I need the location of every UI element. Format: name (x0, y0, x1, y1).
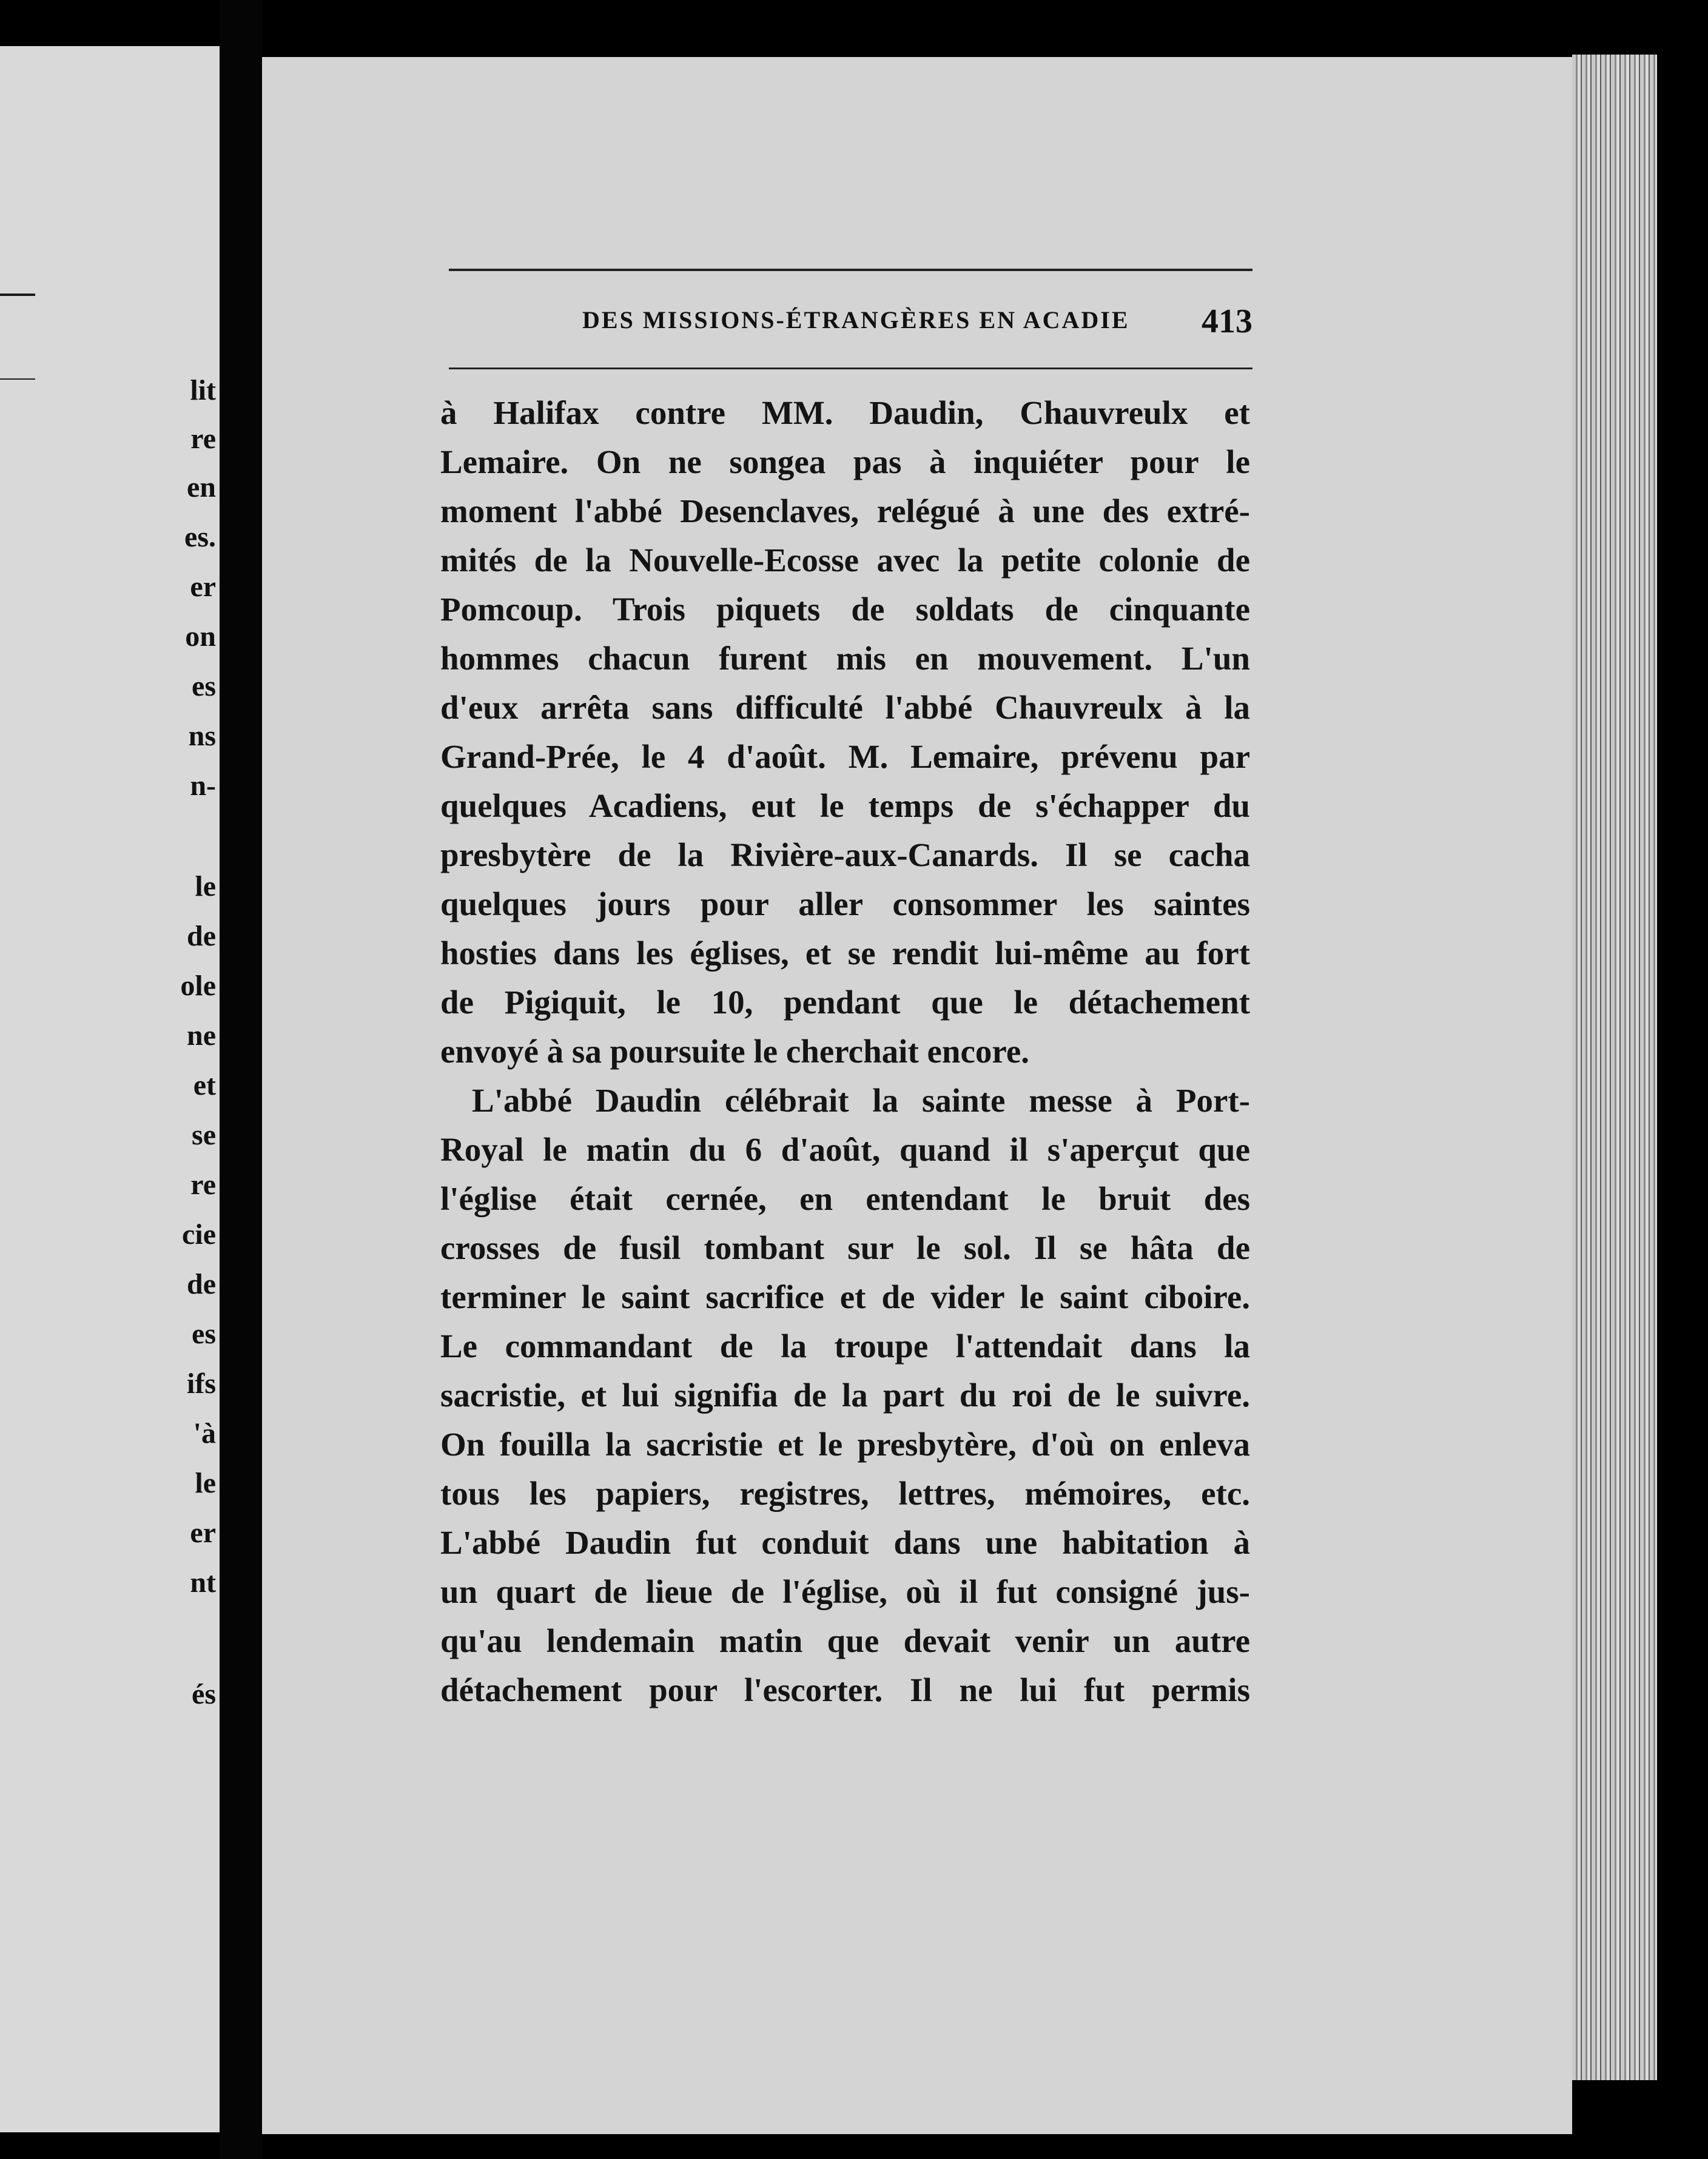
left-page-text-fragment: n- (190, 770, 216, 802)
text-line: crosses de fusil tombant sur le sol. Il se hâta de (440, 1229, 1250, 1266)
left-page-text-fragment: 'à (193, 1417, 216, 1449)
left-page-text-fragment: es (192, 670, 216, 702)
left-page-text-fragment: es. (184, 521, 216, 553)
text-line: tous les papiers, registres, lettres, mémoires, etc. (440, 1475, 1250, 1512)
left-page-text-fragment: ifs (187, 1368, 216, 1400)
text-line: On fouilla la sacristie et le presbytère, d'où on enleva (440, 1426, 1250, 1463)
text-line: Lemaire. On ne songea pas à inquiéter pour le (440, 443, 1250, 480)
left-page-text-fragment: er (190, 1517, 216, 1549)
left-page-text-fragment: de (187, 920, 216, 952)
left-page-text-fragment: re (190, 423, 216, 455)
text-line: mités de la Nouvelle-Ecosse avec la petite colonie de (440, 542, 1250, 579)
running-title: DES MISSIONS-ÉTRANGÈRES EN ACADIE (582, 306, 1130, 334)
text-line: un quart de lieue de l'église, où il fut consigné jus- (440, 1573, 1250, 1610)
left-page-text-fragment: on (185, 620, 216, 653)
text-line: Grand-Prée, le 4 d'août. M. Lemaire, prévenu par (440, 738, 1250, 775)
left-page-text-fragment: és (192, 1678, 216, 1710)
page-edges (1572, 55, 1657, 2080)
left-page-text-fragment: ole (180, 970, 216, 1002)
text-line: hommes chacun furent mis en mouvement. L'un (440, 640, 1250, 677)
left-page-text-fragment: et (193, 1069, 216, 1101)
page-number: 413 (1202, 303, 1252, 340)
body-text (440, 388, 1250, 1714)
header-rule-bottom (449, 368, 1252, 369)
left-page-text-fragment: cie (182, 1218, 216, 1251)
left-page-text-fragment: re (190, 1169, 216, 1201)
left-page-text-fragment: ns (188, 720, 216, 752)
text-line: quelques jours pour aller consommer les saintes (440, 885, 1250, 922)
left-page-text-fragment: le (195, 870, 216, 902)
text-line: détachement pour l'escorter. Il ne lui fut permis (440, 1671, 1250, 1708)
text-line: Pomcoup. Trois piquets de soldats de cinquante (440, 591, 1250, 628)
text-line: envoyé à sa poursuite le cherchait encore. (440, 1033, 1030, 1070)
text-line: à Halifax contre MM. Daudin, Chauvreulx et (440, 394, 1250, 431)
left-page-rule (0, 294, 35, 296)
text-line: Le commandant de la troupe l'attendait dans la (440, 1328, 1250, 1365)
text-line: terminer le saint sacrifice et de vider le saint ciboire. (440, 1278, 1250, 1315)
text-line: moment l'abbé Desenclaves, relégué à une des extré- (440, 492, 1250, 529)
left-page-text-fragment: er (190, 571, 216, 603)
text-line: qu'au lendemain matin que devait venir un autre (440, 1622, 1250, 1659)
left-page-text-fragment: lit (190, 374, 216, 406)
text-line: presbytère de la Rivière-aux-Canards. Il se cacha (440, 836, 1250, 873)
text-line: de Pigiquit, le 10, pendant que le détachement (440, 984, 1250, 1021)
left-page-text-fragment: se (192, 1119, 216, 1151)
left-page-text-fragment: en (187, 471, 216, 503)
left-page-text-fragment: le (195, 1467, 216, 1499)
left-page-text-fragment: de (187, 1268, 216, 1300)
text-line: L'abbé Daudin célébrait la sainte messe à Port- (472, 1082, 1250, 1119)
left-page-fragment (0, 46, 220, 2132)
book-spine (220, 0, 262, 2159)
left-page-rule (0, 378, 35, 380)
running-head (449, 302, 1252, 344)
left-page-text-fragment: es (192, 1318, 216, 1350)
left-page-text-fragment: ne (187, 1019, 216, 1052)
text-line: quelques Acadiens, eut le temps de s'échapper du (440, 787, 1250, 824)
text-line: hosties dans les églises, et se rendit lui-même au fort (440, 935, 1250, 972)
text-line: l'église était cernée, en entendant le bruit des (440, 1180, 1250, 1217)
book-edge-shadow (1657, 42, 1708, 2159)
header-rule-top (449, 269, 1252, 271)
text-line: Royal le matin du 6 d'août, quand il s'aperçut que (440, 1131, 1250, 1168)
text-line: L'abbé Daudin fut conduit dans une habitation à (440, 1524, 1250, 1561)
left-page-text-fragment: nt (190, 1566, 216, 1599)
text-line: sacristie, et lui signifia de la part du roi de le suivre. (440, 1377, 1250, 1414)
text-line: d'eux arrêta sans difficulté l'abbé Chauvreulx à la (440, 689, 1250, 726)
